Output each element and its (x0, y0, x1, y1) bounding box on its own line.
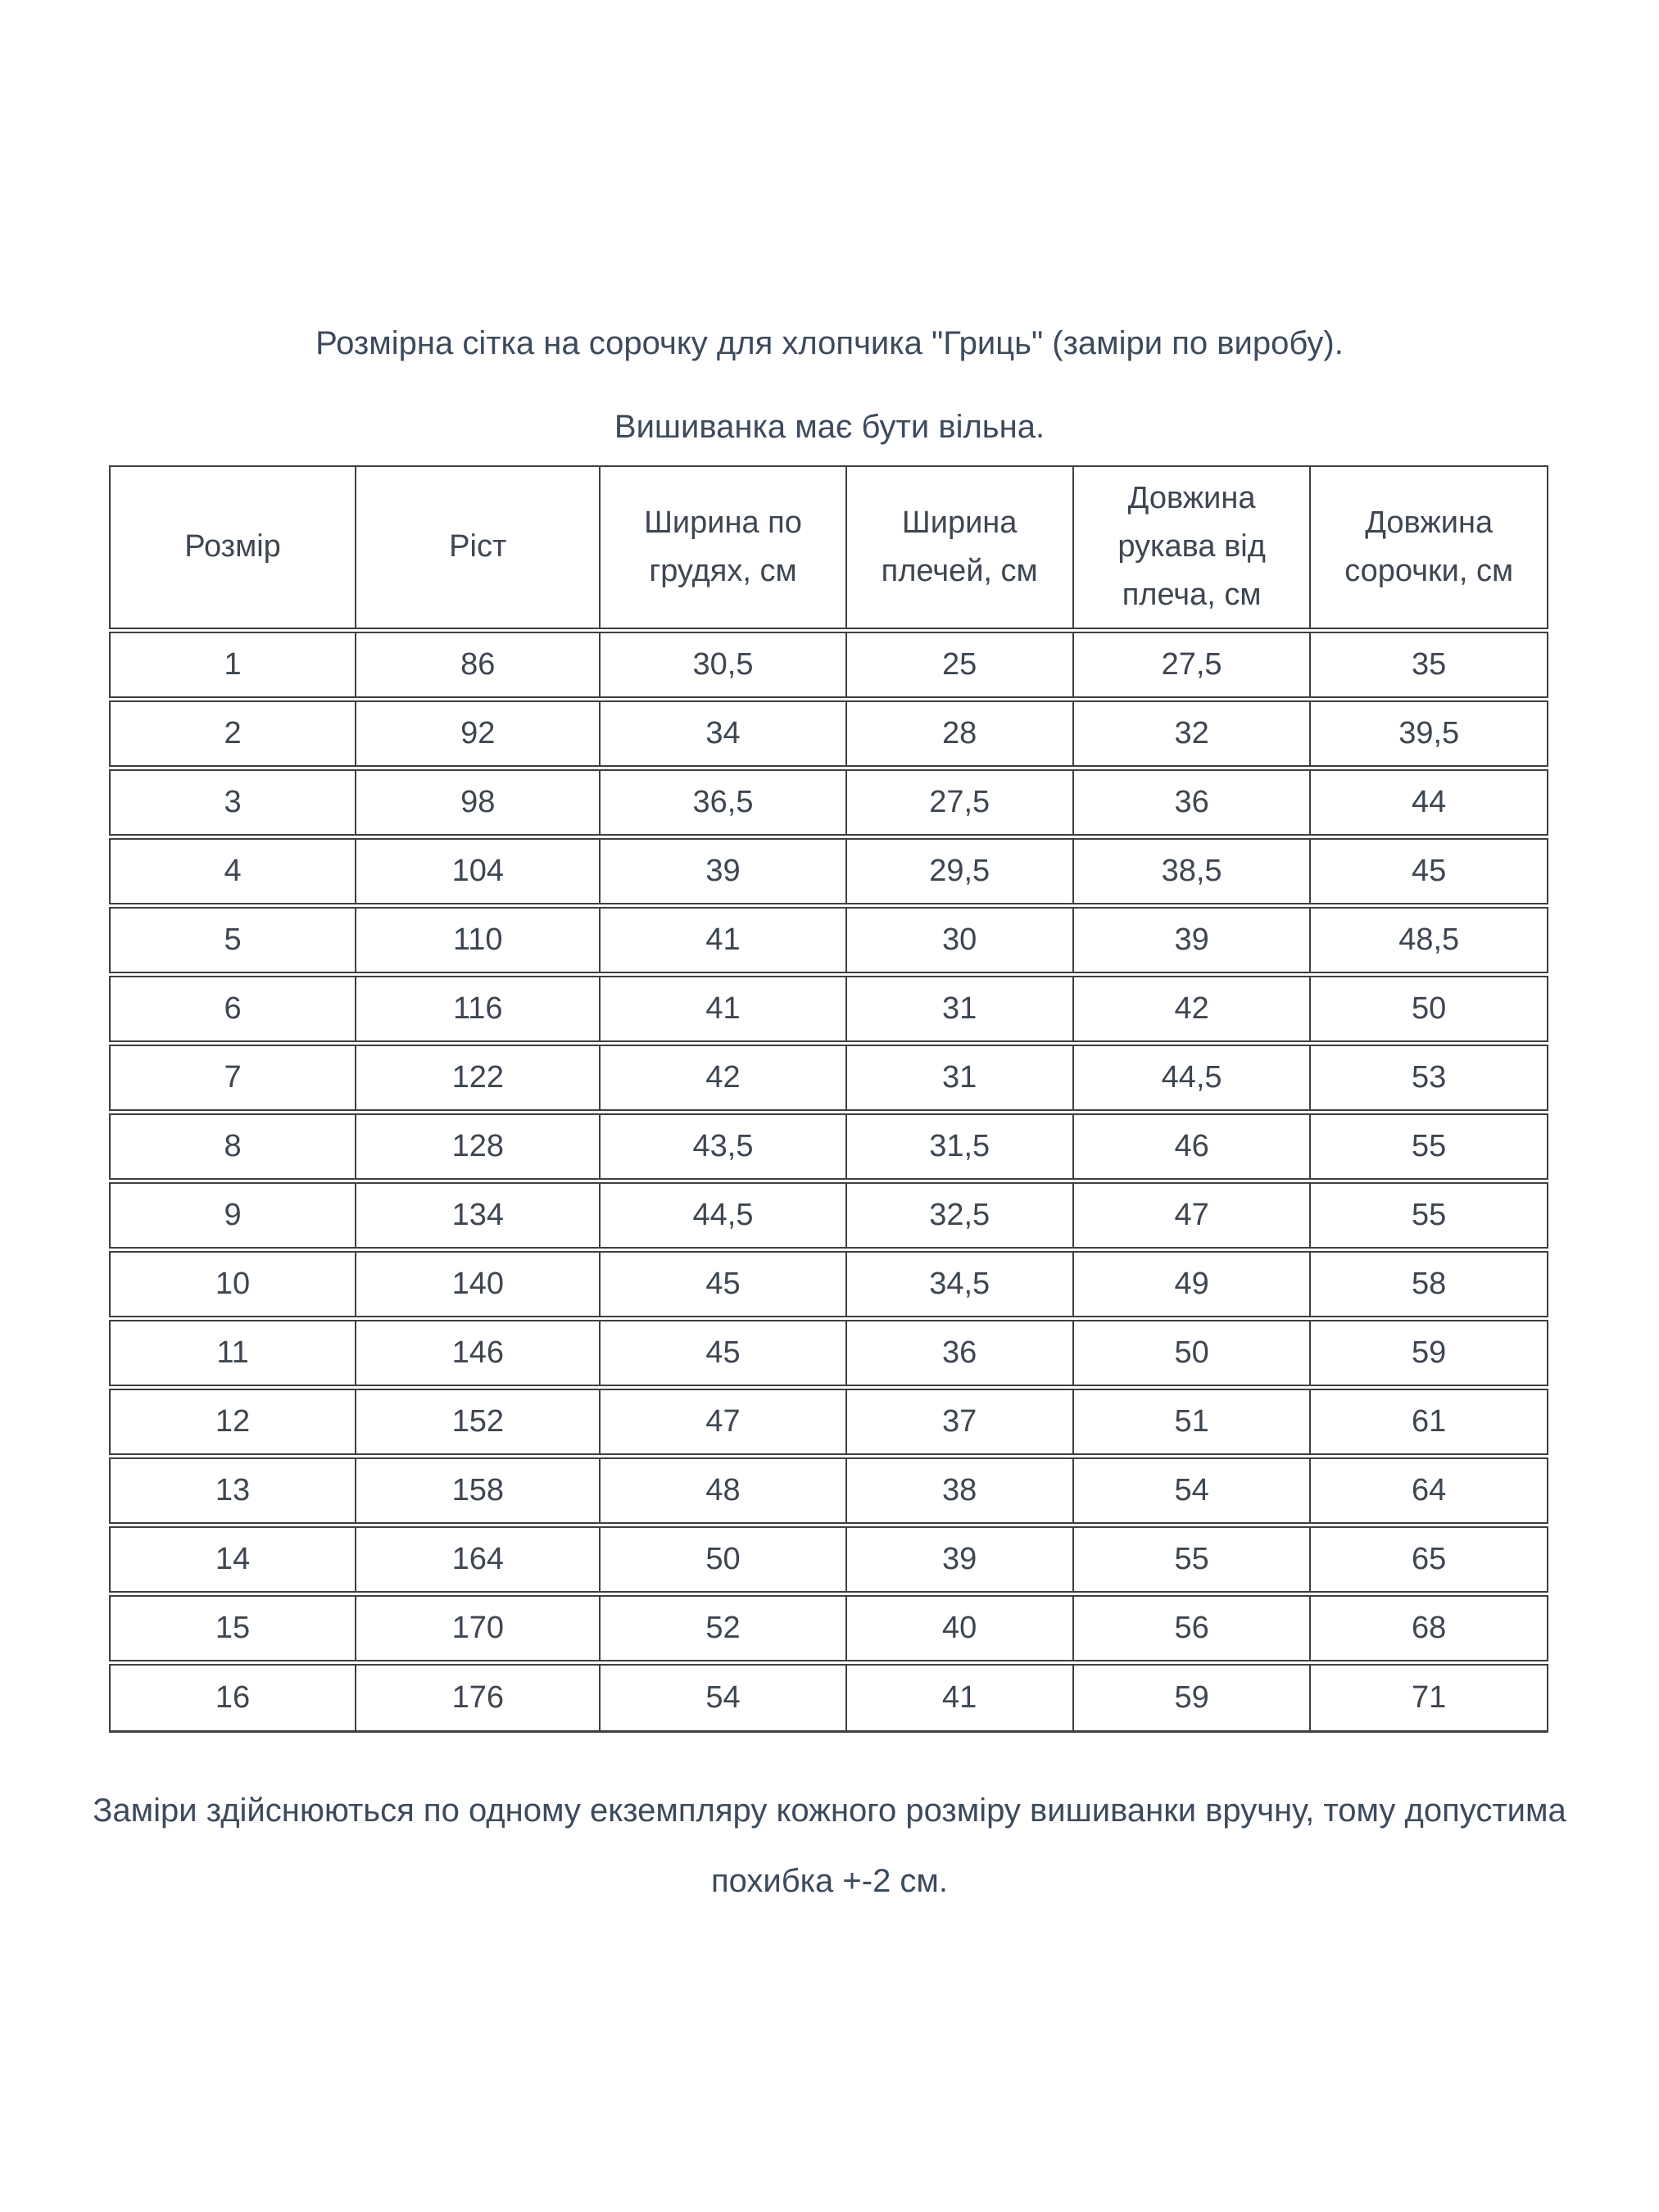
table-cell: 55 (1073, 1525, 1311, 1593)
table-cell: 36 (1073, 768, 1311, 836)
table-cell: 56 (1073, 1593, 1311, 1662)
table-cell: 10 (110, 1249, 356, 1318)
table-cell: 31,5 (846, 1112, 1073, 1181)
table-cell: 39 (846, 1525, 1073, 1593)
table-cell: 44 (1310, 768, 1548, 836)
table-cell: 38,5 (1073, 836, 1311, 905)
table-cell: 42 (1073, 974, 1311, 1043)
table-cell: 176 (356, 1662, 600, 1731)
table-cell: 27,5 (1073, 630, 1311, 699)
table-cell: 44,5 (1073, 1043, 1311, 1112)
table-cell: 46 (1073, 1112, 1311, 1181)
table-row (110, 905, 1548, 974)
table-cell: 71 (1310, 1662, 1548, 1731)
table-row (110, 1456, 1548, 1525)
size-table-head (110, 466, 1548, 630)
table-cell: 8 (110, 1112, 356, 1181)
table-cell: 36,5 (600, 768, 845, 836)
table-row (110, 1525, 1548, 1593)
table-cell: 58 (1310, 1249, 1548, 1318)
table-cell: 32,5 (846, 1181, 1073, 1249)
table-row (110, 1318, 1548, 1387)
table-cell: 15 (110, 1593, 356, 1662)
footer-note: Заміри здійснюються по одному екземпляру кожного розміру вишиванки вручну, тому допустима похибка +-2 см. (93, 1792, 1566, 1899)
table-cell: 43,5 (600, 1112, 845, 1181)
table-cell: 37 (846, 1387, 1073, 1456)
column-header: Ширина плечей, см (846, 466, 1073, 630)
table-cell: 13 (110, 1456, 356, 1525)
table-cell: 64 (1310, 1456, 1548, 1525)
page-title (0, 0, 1659, 446)
table-cell: 54 (1073, 1456, 1311, 1525)
table-cell: 116 (356, 974, 600, 1043)
table-row (110, 974, 1548, 1043)
table-row (110, 1387, 1548, 1456)
table-cell: 51 (1073, 1387, 1311, 1456)
table-cell: 92 (356, 699, 600, 768)
table-cell: 59 (1310, 1318, 1548, 1387)
table-cell: 40 (846, 1593, 1073, 1662)
table-cell: 6 (110, 974, 356, 1043)
table-cell: 39 (1073, 905, 1311, 974)
table-cell: 29,5 (846, 836, 1073, 905)
table-cell: 158 (356, 1456, 600, 1525)
table-cell: 65 (1310, 1525, 1548, 1593)
table-cell: 28 (846, 699, 1073, 768)
table-cell: 41 (600, 905, 845, 974)
table-row (110, 1043, 1548, 1112)
table-row (110, 1593, 1548, 1662)
table-cell: 11 (110, 1318, 356, 1387)
table-cell: 50 (1310, 974, 1548, 1043)
table-cell: 42 (600, 1043, 845, 1112)
table-cell: 7 (110, 1043, 356, 1112)
table-cell: 98 (356, 768, 600, 836)
table-row (110, 1662, 1548, 1731)
table-cell: 5 (110, 905, 356, 974)
table-cell: 36 (846, 1318, 1073, 1387)
table-cell: 49 (1073, 1249, 1311, 1318)
column-header: Довжина сорочки, см (1310, 466, 1548, 630)
size-table (109, 465, 1548, 1733)
table-row (110, 699, 1548, 768)
table-cell: 50 (600, 1525, 845, 1593)
table-cell: 25 (846, 630, 1073, 699)
table-cell: 30 (846, 905, 1073, 974)
table-cell: 34,5 (846, 1249, 1073, 1318)
table-cell: 146 (356, 1318, 600, 1387)
table-row (110, 768, 1548, 836)
table-cell: 47 (600, 1387, 845, 1456)
title-line-1: Розмірна сітка на сорочку для хлопчика "Гриць" (заміри по виробу). (315, 325, 1344, 361)
table-cell: 27,5 (846, 768, 1073, 836)
table-cell: 1 (110, 630, 356, 699)
table-cell: 41 (846, 1662, 1073, 1731)
table-cell: 152 (356, 1387, 600, 1456)
column-header: Ширина по грудях, см (600, 466, 845, 630)
table-cell: 59 (1073, 1662, 1311, 1731)
table-cell: 54 (600, 1662, 845, 1731)
table-cell: 35 (1310, 630, 1548, 699)
size-table-body (110, 630, 1548, 1731)
table-cell: 110 (356, 905, 600, 974)
table-cell: 53 (1310, 1043, 1548, 1112)
table-cell: 16 (110, 1662, 356, 1731)
header-row (110, 466, 1548, 630)
table-cell: 104 (356, 836, 600, 905)
table-cell: 61 (1310, 1387, 1548, 1456)
table-cell: 48 (600, 1456, 845, 1525)
column-header: Ріст (356, 466, 600, 630)
table-cell: 140 (356, 1249, 600, 1318)
table-cell: 164 (356, 1525, 600, 1593)
table-row (110, 630, 1548, 699)
table-cell: 9 (110, 1181, 356, 1249)
table-cell: 68 (1310, 1593, 1548, 1662)
title-line-2: Вишиванка має бути вільна. (614, 409, 1045, 445)
table-cell: 50 (1073, 1318, 1311, 1387)
table-cell: 47 (1073, 1181, 1311, 1249)
table-cell: 31 (846, 1043, 1073, 1112)
table-cell: 2 (110, 699, 356, 768)
table-cell: 48,5 (1310, 905, 1548, 974)
table-cell: 122 (356, 1043, 600, 1112)
table-cell: 4 (110, 836, 356, 905)
table-cell: 32 (1073, 699, 1311, 768)
table-row (110, 1181, 1548, 1249)
table-cell: 3 (110, 768, 356, 836)
table-cell: 134 (356, 1181, 600, 1249)
table-row (110, 1249, 1548, 1318)
table-cell: 44,5 (600, 1181, 845, 1249)
table-cell: 31 (846, 974, 1073, 1043)
table-cell: 38 (846, 1456, 1073, 1525)
table-cell: 170 (356, 1593, 600, 1662)
table-cell: 45 (1310, 836, 1548, 905)
table-cell: 52 (600, 1593, 845, 1662)
table-cell: 45 (600, 1318, 845, 1387)
table-cell: 55 (1310, 1112, 1548, 1181)
table-cell: 12 (110, 1387, 356, 1456)
table-cell: 55 (1310, 1181, 1548, 1249)
table-cell: 30,5 (600, 630, 845, 699)
table-cell: 14 (110, 1525, 356, 1593)
column-header: Розмір (110, 466, 356, 630)
table-cell: 41 (600, 974, 845, 1043)
table-cell: 86 (356, 630, 600, 699)
table-cell: 34 (600, 699, 845, 768)
table-cell: 128 (356, 1112, 600, 1181)
table-cell: 39 (600, 836, 845, 905)
column-header: Довжина рукава від плеча, см (1073, 466, 1311, 630)
table-row (110, 836, 1548, 905)
table-row (110, 1112, 1548, 1181)
table-cell: 39,5 (1310, 699, 1548, 768)
table-cell: 45 (600, 1249, 845, 1318)
